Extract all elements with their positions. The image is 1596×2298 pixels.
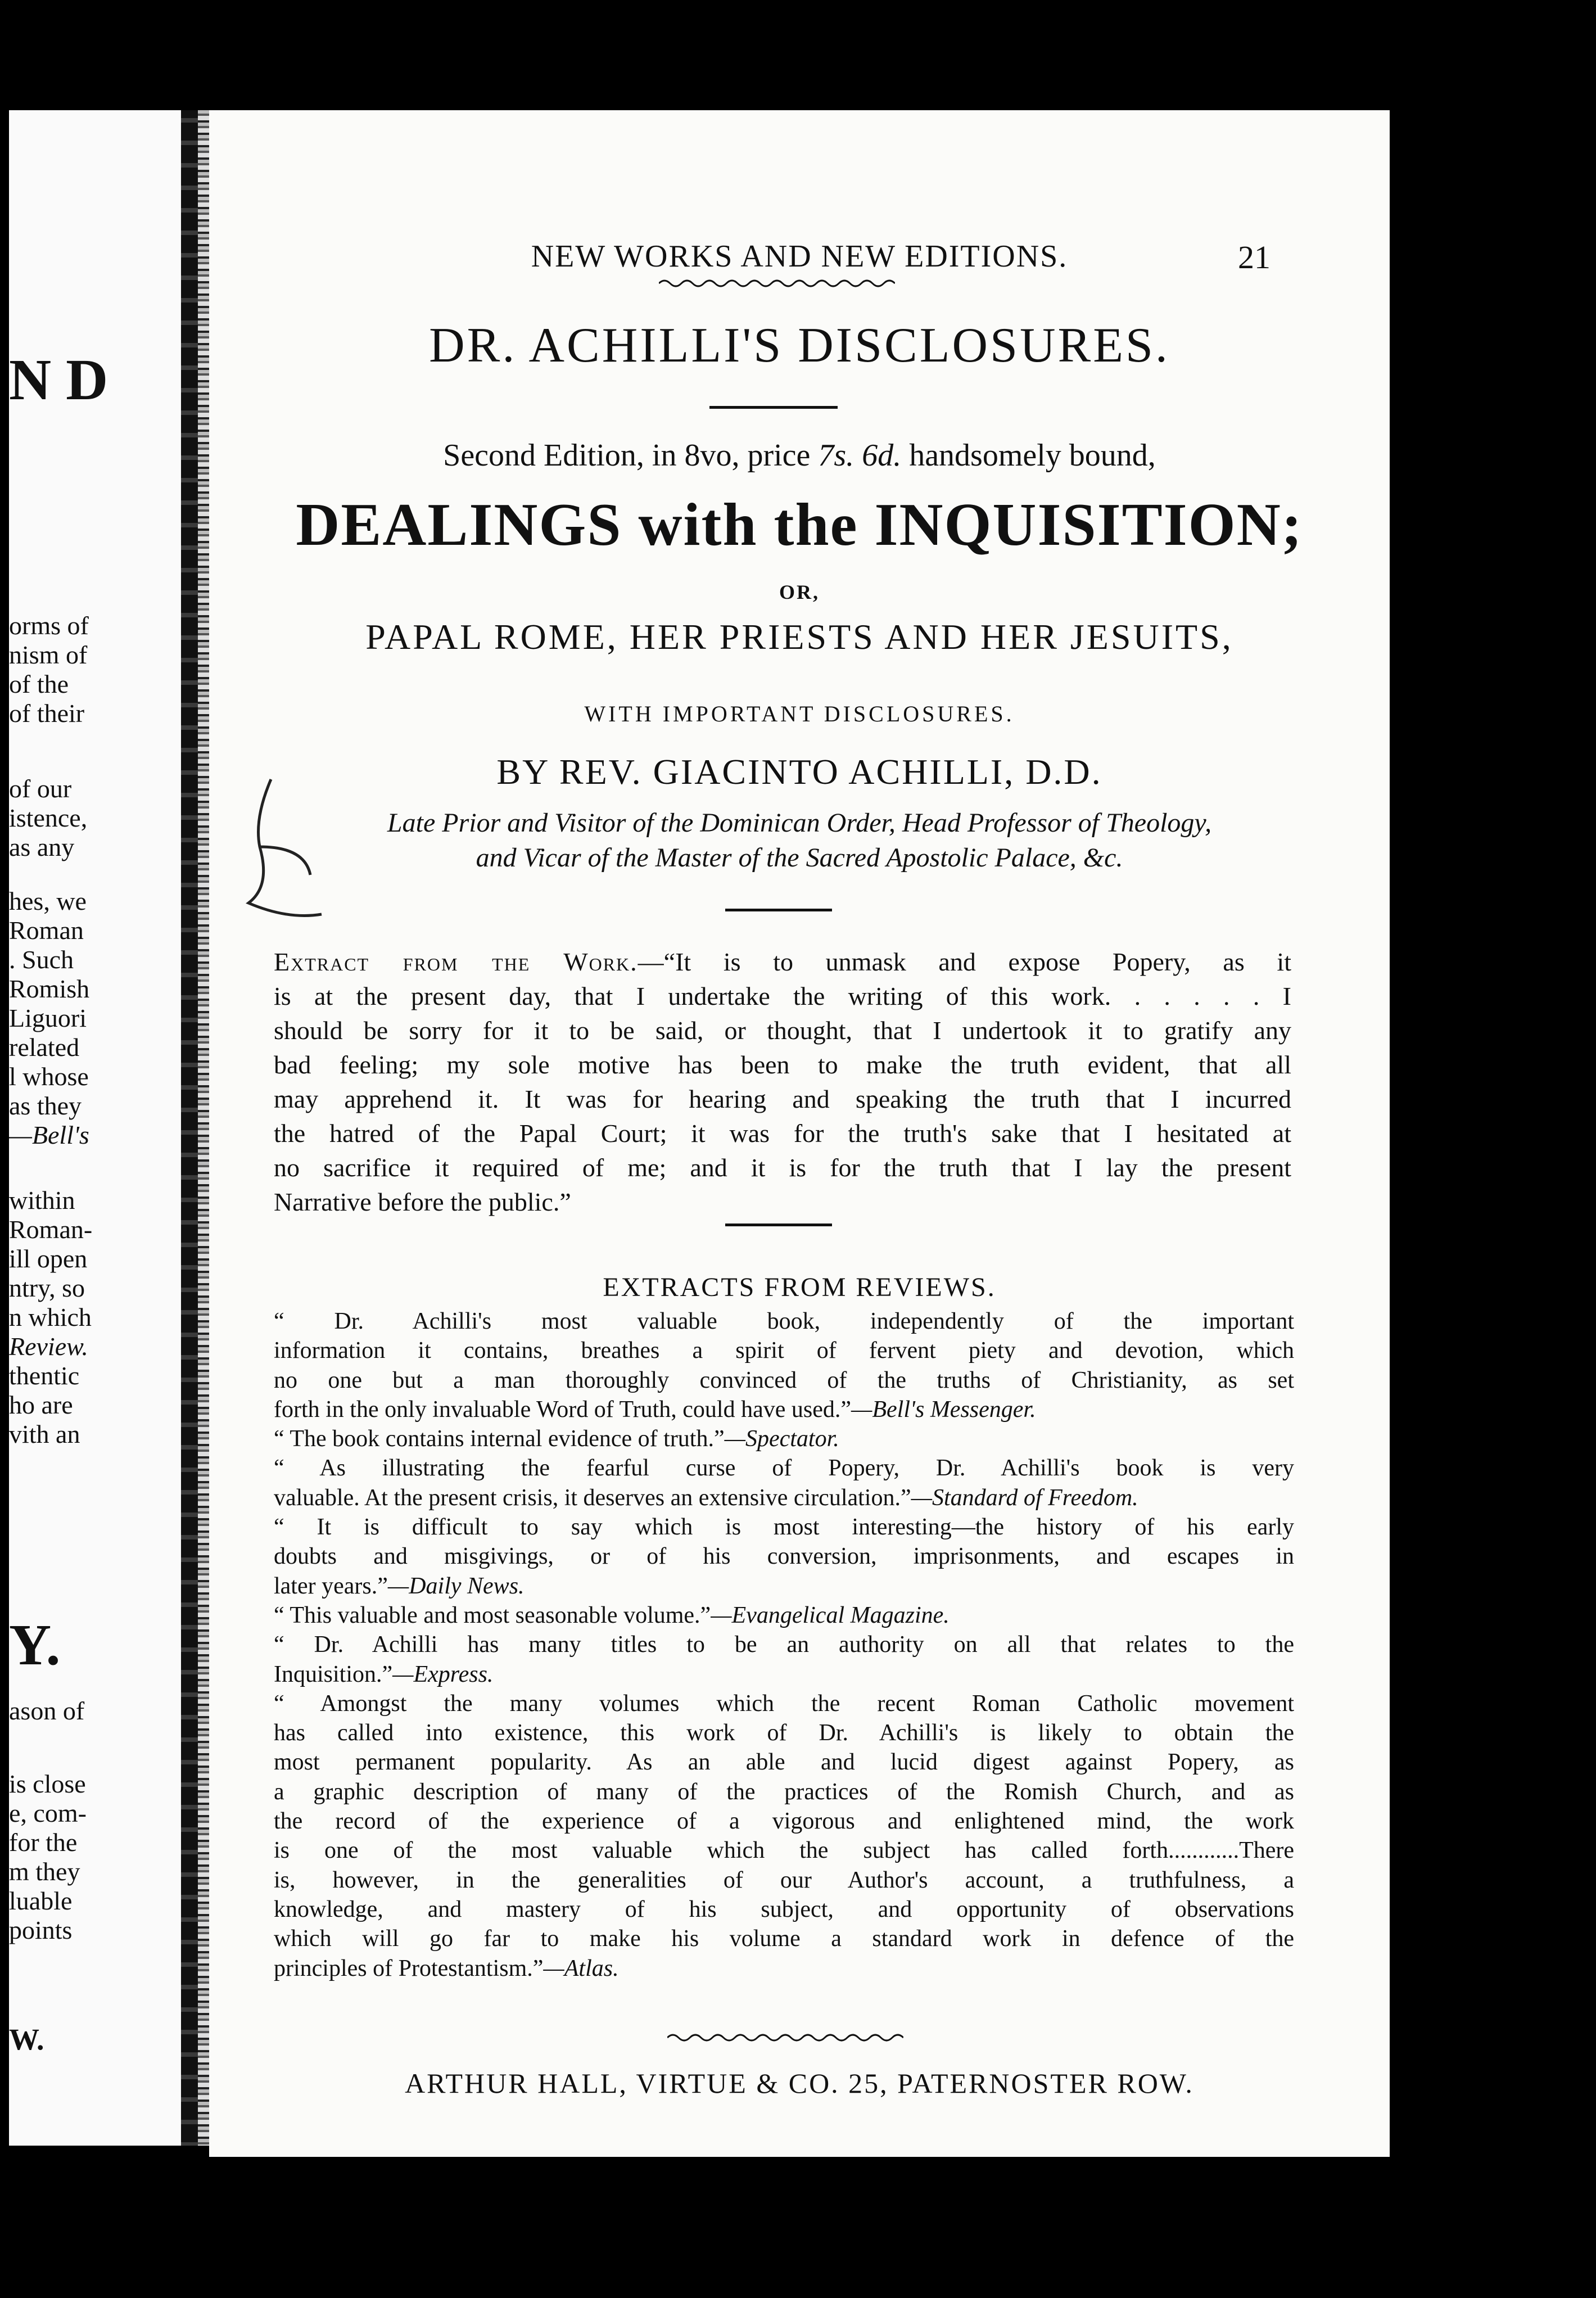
left-page-line: —Bell's: [9, 1121, 89, 1149]
review-line: principles of Protestantism.”—Atlas.: [274, 1955, 619, 1981]
left-page-line: e, com-: [9, 1799, 87, 1827]
extract-line: —“It is to unmask and expose Popery, as it: [638, 947, 1291, 976]
page-number: 21: [1238, 239, 1271, 276]
edition-text: Second Edition, in 8vo, price: [443, 438, 819, 473]
review-line: is, however, in the generalities of our Author's account, a truthfulness, a: [274, 1867, 1294, 1893]
extract-line: should be sorry for it to be said, or thought, that I undertook it to gratify any: [274, 1016, 1291, 1045]
review-line: the record of the experience of a vigorous and enlightened mind, the work: [274, 1808, 1294, 1835]
left-page-line: ason of: [9, 1696, 85, 1725]
left-page-line: l whose: [9, 1062, 89, 1091]
left-page-line: related: [9, 1033, 80, 1062]
review-source: —Daily News.: [387, 1573, 525, 1599]
review-line: information it contains, breathes a spirit of fervent piety and devotion, which: [274, 1338, 1294, 1364]
left-page-line: hes, we: [9, 887, 87, 915]
review-line: is one of the most valuable which the subject has called forth............There: [274, 1838, 1294, 1864]
reviews-block: [274, 1307, 1294, 1983]
disclosures-line: WITH IMPORTANT DISCLOSURES.: [584, 701, 1015, 726]
extract-line: the hatred of the Papal Court; it was for the truth's sake that I hesitated at: [274, 1119, 1291, 1148]
left-page-line: Review.: [9, 1332, 88, 1361]
review-line: most permanent popularity. As an able and lucid digest against Popery, as: [274, 1749, 1294, 1776]
left-page-line: m they: [9, 1857, 80, 1886]
subtitle: PAPAL ROME, HER PRIESTS AND HER JESUITS,: [365, 617, 1233, 657]
left-page-line: N D: [9, 347, 108, 412]
left-page-line: of the: [9, 670, 69, 698]
left-page-line: n which: [9, 1303, 92, 1331]
left-page-line: Roman: [9, 916, 84, 945]
review-line: knowledge, and mastery of his subject, and opportunity of observations: [274, 1896, 1294, 1922]
left-page-line: istence,: [9, 803, 88, 832]
author-credentials-1: Late Prior and Visitor of the Dominican Order, Head Professor of Theology,: [387, 808, 1212, 838]
left-page-fragment: [9, 110, 188, 2146]
left-page-line: orms of: [9, 611, 89, 640]
left-page-line: Liguori: [9, 1004, 87, 1032]
review-line: “ It is difficult to say which is most interesting—the history of his early: [274, 1514, 1294, 1541]
edition-line: [209, 437, 1390, 473]
reviews-heading: EXTRACTS FROM REVIEWS.: [603, 1272, 996, 1302]
price-pence: 6d.: [862, 438, 902, 473]
review-line: doubts and misgivings, or of his conversion, imprisonments, and escapes in: [274, 1543, 1294, 1570]
review-line: has called into existence, this work of Dr. Achilli's is likely to obtain the: [274, 1720, 1294, 1746]
extract-line: Narrative before the public.”: [274, 1188, 571, 1216]
review-line: forth in the only invaluable Word of Truth, could have used.”—Bell's Messenger.: [274, 1396, 1036, 1423]
review-source: —Bell's Messenger.: [851, 1396, 1036, 1423]
left-page-line: of our: [9, 774, 72, 803]
handwritten-mark: [237, 774, 338, 942]
review-source: —Spectator.: [724, 1426, 839, 1452]
author-line: BY REV. GIACINTO ACHILLI, D.D.: [496, 752, 1102, 792]
review-source: —Express.: [392, 1661, 494, 1687]
title-rule: [709, 406, 838, 409]
section-rule: [725, 909, 832, 911]
review-line: “ This valuable and most seasonable volume.”—Evangelical Magazine.: [274, 1602, 950, 1628]
review-line: “ The book contains internal evidence of truth.”—Spectator.: [274, 1426, 839, 1452]
left-page-line: Romish: [9, 974, 90, 1003]
left-page-line: ho are: [9, 1390, 73, 1419]
publisher-imprint: ARTHUR HALL, VIRTUE & CO. 25, PATERNOSTER ROW.: [405, 2067, 1194, 2099]
review-line: “ Amongst the many volumes which the recent Roman Catholic movement: [274, 1690, 1294, 1717]
book-title-disclosures: DR. ACHILLI'S DISCLOSURES.: [429, 318, 1170, 373]
extract-line: bad feeling; my sole motive has been to make the truth evident, that all: [274, 1050, 1291, 1079]
review-line: which will go far to make his volume a standard work in defence of the: [274, 1926, 1294, 1952]
left-page-line: points: [9, 1916, 73, 1944]
extract-line: no sacrifice it required of me; and it is for the truth that I lay the present: [274, 1153, 1291, 1182]
left-page-line: W.: [9, 2022, 44, 2056]
left-page-line: as they: [9, 1091, 82, 1120]
review-line: later years.”—Daily News.: [274, 1573, 525, 1599]
review-line: “ As illustrating the fearful curse of Popery, Dr. Achilli's book is very: [274, 1455, 1294, 1482]
running-header: NEW WORKS AND NEW EDITIONS.: [531, 239, 1068, 274]
ornament-divider: [667, 2032, 903, 2043]
left-page-line: luable: [9, 1886, 73, 1915]
left-page-line: within: [9, 1186, 75, 1215]
section-rule: [725, 1224, 832, 1226]
review-line: Inquisition.”—Express.: [274, 1661, 494, 1687]
book-gutter: [198, 110, 210, 2146]
extract-line: may apprehend it. It was for hearing and speaking the truth that I incurred: [274, 1085, 1291, 1113]
review-source: —Standard of Freedom.: [911, 1484, 1138, 1511]
left-page-line: of their: [9, 699, 85, 728]
review-line: a graphic description of many of the practices of the Romish Church, and as: [274, 1778, 1294, 1805]
left-page-line: as any: [9, 833, 75, 861]
main-title: DEALINGS with the INQUISITION;: [296, 491, 1303, 558]
left-page-line: is close: [9, 1769, 86, 1798]
left-page-line: thentic: [9, 1361, 80, 1390]
extract-paragraph: [274, 945, 1291, 1219]
ornament-divider: [659, 278, 895, 289]
review-line: no one but a man thoroughly convinced of the truths of Christianity, as set: [274, 1367, 1294, 1393]
left-page-line: vith an: [9, 1420, 80, 1448]
review-line: “ Dr. Achilli's most valuable book, independently of the important: [274, 1308, 1294, 1334]
left-page-line: Roman-: [9, 1215, 93, 1244]
review-line: “ Dr. Achilli has many titles to be an authority on all that relates to the: [274, 1632, 1294, 1658]
review-source: —Evangelical Magazine.: [711, 1602, 950, 1628]
left-page-line: Y.: [9, 1613, 61, 1677]
extract-line: is at the present day, that I undertake the writing of this work. . . . . . I: [274, 982, 1291, 1010]
book-spine: [181, 110, 198, 2146]
review-line: valuable. At the present crisis, it deserves an extensive circulation.”—Standard of Freedom.: [274, 1484, 1138, 1511]
left-page-line: ntry, so: [9, 1274, 85, 1302]
left-page-line: for the: [9, 1828, 78, 1857]
left-page-line: . Such: [9, 945, 74, 974]
price-shillings: 7s.: [818, 438, 854, 473]
left-page-line: nism of: [9, 640, 88, 669]
review-source: —Atlas.: [543, 1955, 619, 1981]
edition-binding: handsomely bound,: [901, 438, 1156, 473]
author-credentials-2: and Vicar of the Master of the Sacred Apostolic Palace, &c.: [476, 843, 1123, 873]
extract-label: Extract from the Work.: [274, 947, 638, 976]
or-separator: OR,: [779, 581, 820, 603]
book-page: [209, 110, 1390, 2157]
left-page-line: ill open: [9, 1244, 88, 1273]
